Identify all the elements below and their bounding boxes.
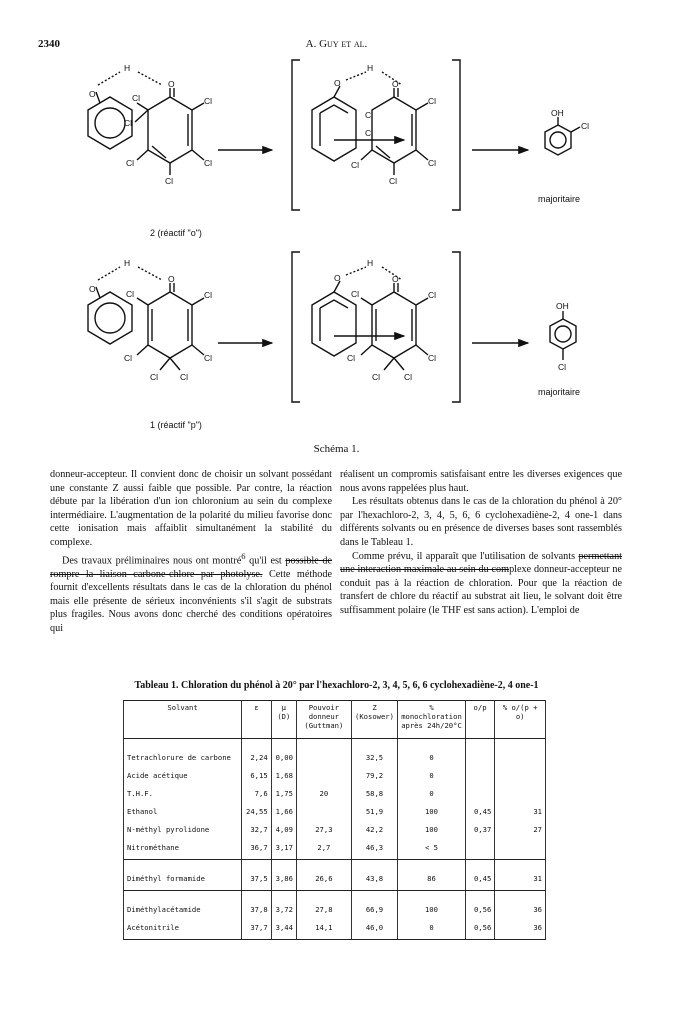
atom-O: O: [392, 79, 399, 89]
table-header-row: [124, 701, 546, 739]
atom-Cl: Cl: [351, 160, 360, 170]
atom-Cl: Cl: [365, 110, 374, 120]
table-cell: [296, 805, 351, 823]
atom-OH: OH: [551, 108, 564, 118]
paragraph: donneur-accepteur. Il convient donc de choisir un solvant possédant une constante Z aussi faible que possible. Par contre, la réaction débute par la libération d'un ion chloronium au sein du complexe intermédiaire. L'augmentation de la polarité du milieu favorise donc cette ionisation mais affaiblit simultanément la stabilité du complexe.: [50, 469, 332, 548]
table-cell: 31: [495, 860, 546, 891]
table-cell: [296, 739, 351, 770]
reference-marker: 6: [241, 550, 246, 561]
table-cell: 7,6: [242, 787, 272, 805]
atom-Cl: Cl: [389, 176, 398, 186]
atom-O: O: [168, 274, 175, 284]
table-cell: < 5: [398, 841, 466, 860]
table-cell: [465, 769, 495, 787]
table-cell: Ethanol: [124, 805, 242, 823]
struck-text: permettant une interaction maximale au sein du com: [340, 550, 622, 576]
paragraph: Des travaux préliminaires nous ont montré$^6$ qu'il est possible de rompre la liaison carbone-chlore par photolyse. Cette méthode fournit d'excellents résultats dans le cas de la chloration du phénol mais elle présente de sérieux inconvénients s'il s'agit de substrats plus fragiles. Nous avons donc cherché des conditions opératoires qui: [50, 550, 332, 634]
table-row: [124, 787, 546, 805]
table-cell: 3,17: [271, 841, 296, 860]
atom-O: O: [89, 89, 96, 99]
atom-Cl: Cl: [124, 353, 133, 363]
table-cell: [465, 739, 495, 770]
table-cell: Tetrachlorure de carbone: [124, 739, 242, 770]
atom-Cl: Cl: [204, 353, 213, 363]
table-cell: 32,7: [242, 823, 272, 841]
table-cell: 100: [398, 891, 466, 922]
atom-Cl: Cl: [347, 353, 356, 363]
atom-H: H: [367, 63, 374, 73]
reaction-scheme: [0, 0, 673, 460]
table-cell: 3,44: [271, 921, 296, 940]
header-mu: μ (D): [271, 701, 296, 739]
data-table: [123, 700, 546, 940]
table-cell: [495, 841, 546, 860]
atom-Cl: Cl: [204, 290, 213, 300]
table-cell: [495, 769, 546, 787]
table-row: [124, 860, 546, 891]
table-cell: [465, 841, 495, 860]
table-cell: 79,2: [351, 769, 397, 787]
table-cell: 31: [495, 805, 546, 823]
table-cell: 0: [398, 739, 466, 770]
atom-O: O: [334, 78, 341, 88]
atom-Cl: Cl: [204, 96, 213, 106]
atom-O: O: [392, 274, 399, 284]
header-solvant: Solvant: [124, 701, 242, 739]
header-o-percent: % o/(p + o): [495, 701, 546, 739]
table-row: [124, 921, 546, 940]
atom-Cl: Cl: [365, 128, 374, 138]
table-cell: 66,9: [351, 891, 397, 922]
struck-text: possible de rompre la liaison carbone-chlore par photolyse.: [50, 554, 332, 580]
atom-Cl: Cl: [132, 93, 141, 103]
atom-O: O: [334, 273, 341, 283]
table-cell: 0,45: [465, 805, 495, 823]
table-cell: 36: [495, 891, 546, 922]
table-cell: 100: [398, 805, 466, 823]
atom-Cl: Cl: [351, 289, 360, 299]
header-o-p: o/p: [465, 701, 495, 739]
table-cell: 0: [398, 921, 466, 940]
atom-Cl: Cl: [150, 372, 159, 382]
table-row: [124, 891, 546, 922]
reagent-1-caption: 1 (réactif "p"): [150, 420, 202, 430]
right-column: [340, 468, 622, 618]
page-number: 2340: [38, 38, 60, 50]
table-cell: 1,68: [271, 769, 296, 787]
atom-Cl: Cl: [428, 158, 437, 168]
table-cell: 0,56: [465, 921, 495, 940]
atom-H: H: [124, 63, 131, 73]
table-cell: 0: [398, 787, 466, 805]
table-cell: 27,8: [296, 891, 351, 922]
table-cell: 1,66: [271, 805, 296, 823]
atom-Cl: Cl: [180, 372, 189, 382]
atom-Cl: Cl: [428, 353, 437, 363]
atom-Cl: Cl: [428, 290, 437, 300]
table-cell: 3,72: [271, 891, 296, 922]
table-body: [124, 739, 546, 940]
table-cell: T.H.F.: [124, 787, 242, 805]
atom-Cl: Cl: [428, 96, 437, 106]
table-cell: 6,15: [242, 769, 272, 787]
table-cell: 20: [296, 787, 351, 805]
paragraph: Les résultats obtenus dans le cas de la chloration du phénol à 20° par l'hexachloro-2, 3, 4, 5, 6, 6 cyclohexadiène-2, 4 one-1 dans différents solvants ou en présence de diverses bases sont rassemblés dans le Tableau 1.: [340, 496, 622, 548]
product-label: majoritaire: [538, 194, 581, 204]
paragraph: Comme prévu, il apparaît que l'utilisation de solvants permettant une interaction maximale au sein du complexe donneur-accepteur ne conduit pas à la réaction de chloration. Pour que la réaction de transfert de chlore du réactif au substrat ait lieu, le solvant doit être suffisamment polaire (le THF est sans action). L'emploi de: [340, 550, 622, 616]
table-cell: 86: [398, 860, 466, 891]
table-cell: 32,5: [351, 739, 397, 770]
atom-Cl: Cl: [204, 158, 213, 168]
atom-Cl: Cl: [165, 176, 174, 186]
scheme-title: Schéma 1.: [313, 443, 360, 455]
table-row: [124, 739, 546, 770]
table-cell: 37,7: [242, 921, 272, 940]
table-cell: 0,45: [465, 860, 495, 891]
atom-Cl: Cl: [581, 121, 590, 131]
table-cell: 26,6: [296, 860, 351, 891]
table-row: [124, 823, 546, 841]
table-cell: 36,7: [242, 841, 272, 860]
atom-Cl: Cl: [404, 372, 413, 382]
atom-Cl: Cl: [372, 372, 381, 382]
table-cell: N-méthyl pyrolidone: [124, 823, 242, 841]
table-cell: 46,0: [351, 921, 397, 940]
table-cell: 58,8: [351, 787, 397, 805]
table-cell: 43,8: [351, 860, 397, 891]
table-cell: 1,75: [271, 787, 296, 805]
table-cell: 51,9: [351, 805, 397, 823]
table-row: [124, 841, 546, 860]
table-cell: 0: [398, 769, 466, 787]
paragraph: réalisent un compromis satisfaisant entre les diverses exigences que nous avons rappelées plus haut.: [340, 469, 622, 494]
atom-H: H: [367, 258, 374, 268]
running-head: A. Guy et al.: [305, 38, 368, 50]
table-cell: 2,24: [242, 739, 272, 770]
table-cell: 4,09: [271, 823, 296, 841]
header-monochloration: % monochloration après 24h/20°C: [398, 701, 466, 739]
table-cell: Diméthyl formamide: [124, 860, 242, 891]
atom-H: H: [124, 258, 131, 268]
table-cell: 37,5: [242, 860, 272, 891]
header-z: Z (Kosower): [351, 701, 397, 739]
table-cell: 0,00: [271, 739, 296, 770]
table-cell: [296, 769, 351, 787]
table-cell: 100: [398, 823, 466, 841]
table-cell: 42,2: [351, 823, 397, 841]
table-cell: 37,8: [242, 891, 272, 922]
table-cell: 27,3: [296, 823, 351, 841]
table-cell: 0,37: [465, 823, 495, 841]
atom-OH: OH: [556, 301, 569, 311]
table-cell: [495, 739, 546, 770]
table-cell: Acétonitrile: [124, 921, 242, 940]
table-cell: Acide acétique: [124, 769, 242, 787]
left-column: [50, 468, 332, 636]
table-cell: 0,56: [465, 891, 495, 922]
table-cell: 2,7: [296, 841, 351, 860]
table-cell: 46,3: [351, 841, 397, 860]
table-cell: 14,1: [296, 921, 351, 940]
atom-Cl: Cl: [558, 362, 567, 372]
atom-Cl: Cl: [124, 118, 133, 128]
reagent-2-caption: 2 (réactif "o"): [150, 228, 202, 238]
table-cell: Diméthylacétamide: [124, 891, 242, 922]
table-cell: 36: [495, 921, 546, 940]
header-epsilon: ε: [242, 701, 272, 739]
table-cell: Nitrométhane: [124, 841, 242, 860]
table-cell: 3,86: [271, 860, 296, 891]
atom-O: O: [89, 284, 96, 294]
table-row: [124, 769, 546, 787]
product-label: majoritaire: [538, 387, 581, 397]
atom-O: O: [168, 79, 175, 89]
table-cell: 24,55: [242, 805, 272, 823]
table-cell: 27: [495, 823, 546, 841]
atom-Cl: Cl: [126, 289, 135, 299]
table-row: [124, 805, 546, 823]
header-donor: Pouvoir donneur (Guttman): [296, 701, 351, 739]
table-cell: [495, 787, 546, 805]
table-caption: Tableau 1. Chloration du phénol à 20° par l'hexachloro-2, 3, 4, 5, 6, 6 cyclohexadiène-2, 4 one-1: [134, 680, 539, 691]
atom-Cl: Cl: [126, 158, 135, 168]
table-cell: [465, 787, 495, 805]
